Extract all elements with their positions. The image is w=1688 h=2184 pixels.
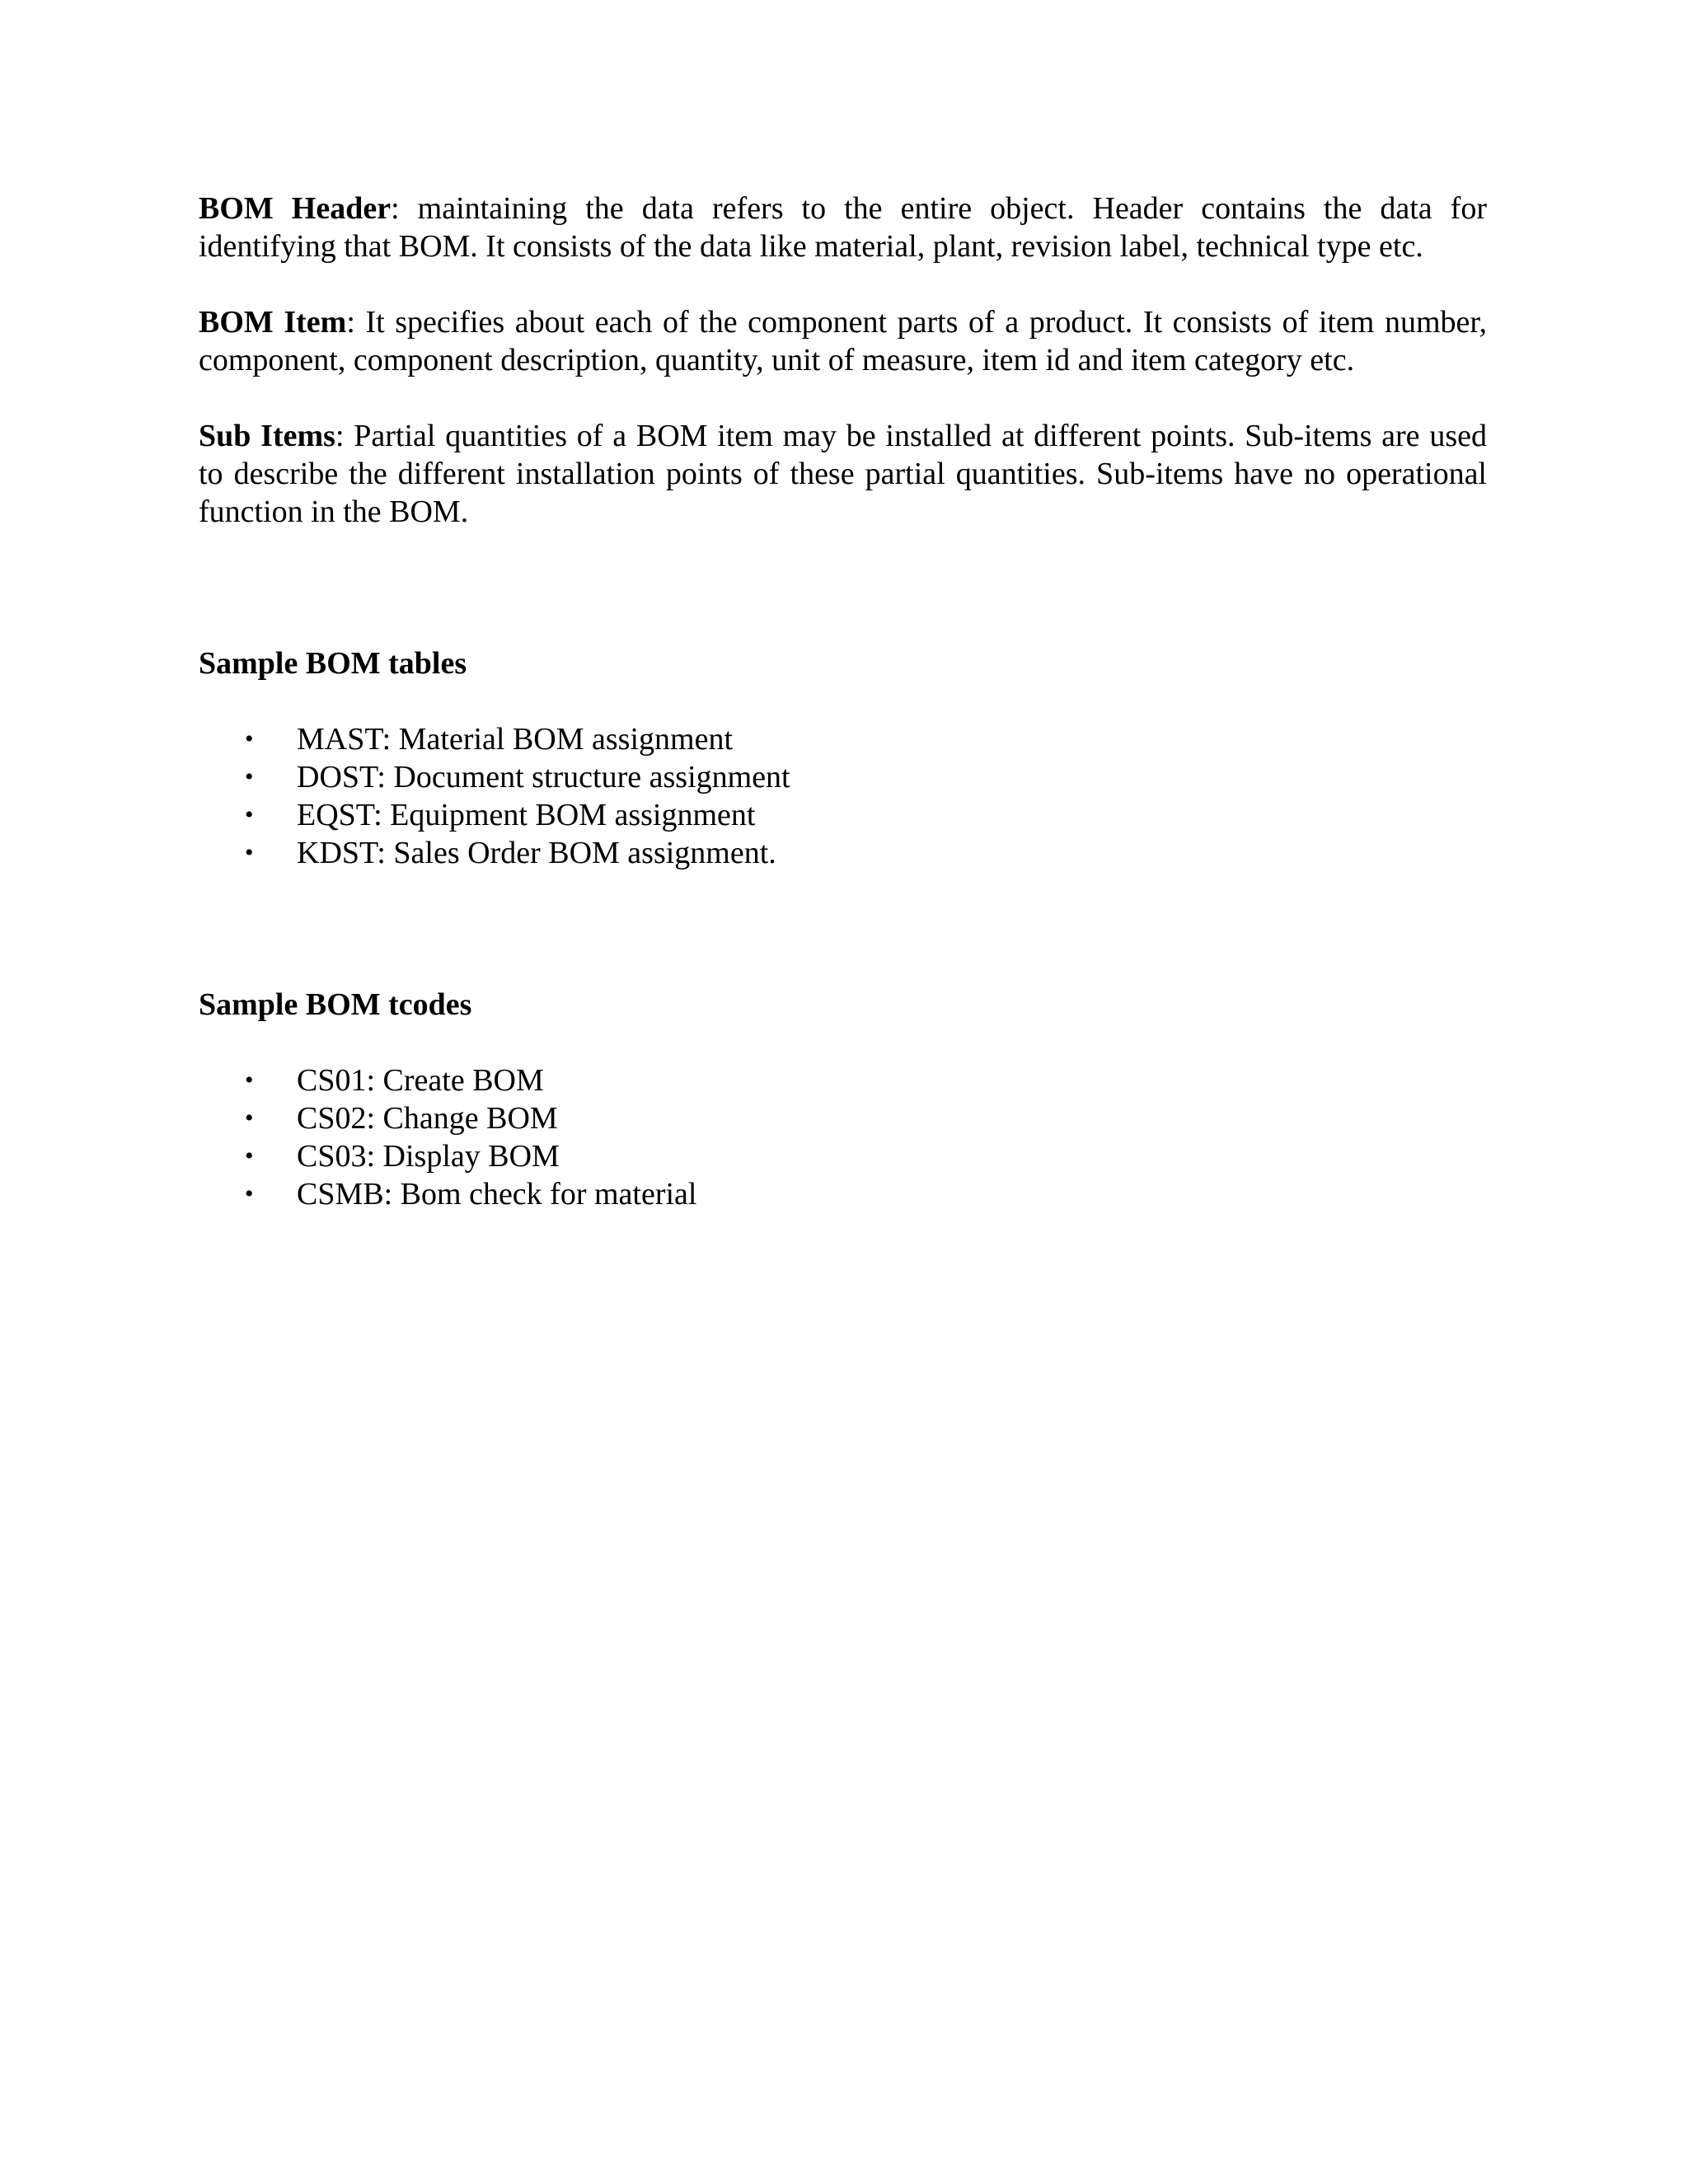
list-item: • EQST: Equipment BOM assignment bbox=[245, 798, 756, 832]
list-item: • CS03: Display BOM bbox=[245, 1139, 560, 1174]
list-item: • DOST: Document structure assignment bbox=[245, 760, 790, 794]
list-item: • KDST: Sales Order BOM assignment. bbox=[245, 836, 776, 870]
bullet-icon: • bbox=[245, 1066, 254, 1094]
list-item: • CS02: Change BOM bbox=[245, 1101, 558, 1136]
term-bom-item: BOM Item bbox=[199, 305, 347, 340]
bullet-icon: • bbox=[245, 801, 254, 828]
bullet-icon: • bbox=[245, 1104, 254, 1132]
list-bom-tables bbox=[199, 720, 1487, 872]
bullet-icon: • bbox=[245, 839, 254, 866]
desc-bom-item: : It specifies about each of the component parts of a product. It consists of item number, component, component description, quantity, unit of measure, item id and item category etc. bbox=[199, 305, 1487, 377]
desc-sub-items: : Partial quantities of a BOM item may be installed at different points. Sub-items are used to describe the different installation points of these partial quantities. Sub-items have no operational function in the BOM. bbox=[199, 419, 1487, 529]
term-bom-header: BOM Header bbox=[199, 191, 392, 226]
list-item: • MAST: Material BOM assignment bbox=[245, 722, 734, 757]
desc-bom-header: : maintaining the data refers to the entire object. Header contains the data for identifying that BOM. It consists of the data like material, plant, revision label, technical type etc. bbox=[199, 191, 1487, 264]
list-item: • CS01: Create BOM bbox=[245, 1063, 544, 1098]
bullet-icon: • bbox=[245, 1180, 254, 1207]
paragraph-sub-items bbox=[199, 417, 1487, 531]
bullet-icon: • bbox=[245, 725, 254, 752]
bullet-icon: • bbox=[245, 763, 254, 790]
heading-sample-bom-tcodes: Sample BOM tcodes bbox=[199, 987, 472, 1022]
list-item: • CSMB: Bom check for material bbox=[245, 1177, 697, 1212]
paragraph-bom-header bbox=[199, 190, 1487, 265]
list-bom-tcodes bbox=[199, 1062, 1487, 1213]
term-sub-items: Sub Items bbox=[199, 419, 335, 453]
document-page bbox=[199, 190, 1487, 1213]
bullet-icon: • bbox=[245, 1142, 254, 1169]
paragraph-bom-item bbox=[199, 303, 1487, 379]
heading-sample-bom-tables: Sample BOM tables bbox=[199, 646, 467, 681]
